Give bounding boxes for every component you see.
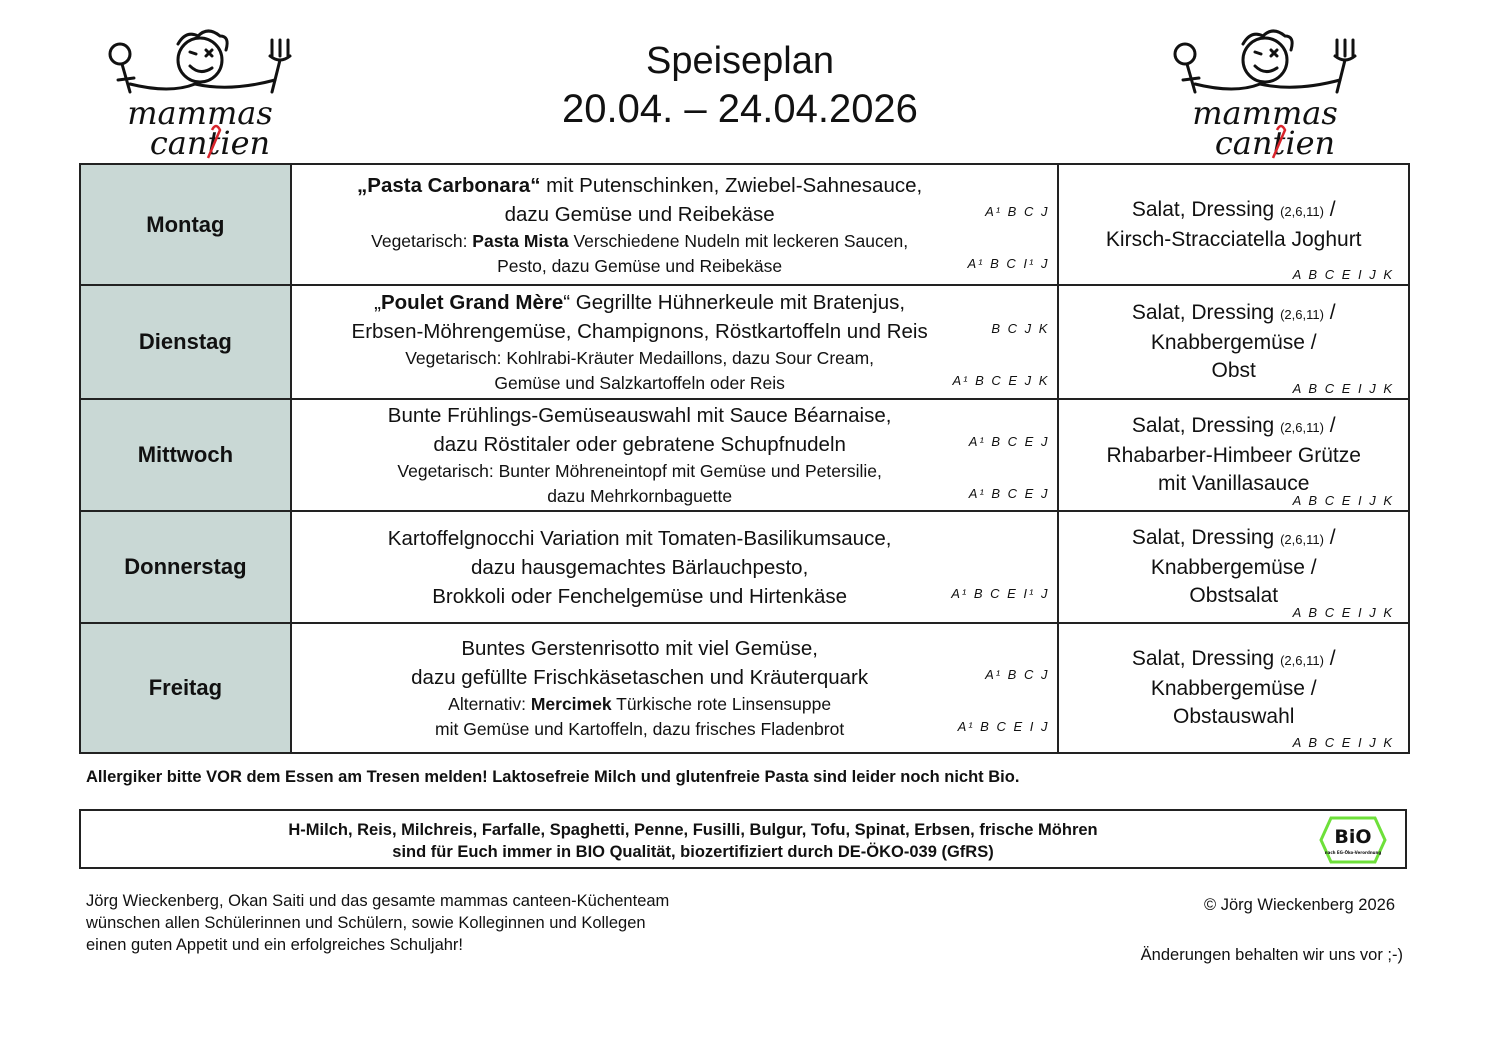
dish-line [292,459,1058,484]
allergen-codes: A B C E I J K [1292,267,1394,282]
dish-name: Mercimek [530,694,612,714]
allergen-codes: A¹ B C E J K [952,373,1050,388]
side-text: Obst [1211,359,1256,382]
allergen-codes: A¹ B C J [985,667,1050,682]
mammas-canteen-logo-icon [1165,22,1365,162]
side-text: Obstsalat [1189,584,1279,607]
bio-line-1: H-Milch, Reis, Milchreis, Farfalle, Spaghetti, Penne, Fusilli, Bulgur, Tofu, Spinat, Erbsen, frische Möhren [288,821,1098,839]
side-text: Salat, Dressing [1131,647,1275,670]
date-range: 20.04. – 24.04.2026 [562,87,918,131]
dish-line [292,692,1058,717]
side-line [1059,329,1408,357]
allergen-codes: A B C E I J K [1292,381,1394,396]
allergen-codes: A¹ B C I¹ J [967,255,1050,271]
side-text: Kirsch-Stracciatella Joghurt [1105,227,1362,251]
dish-line [292,401,1058,430]
side-text: mit Vanillasauce [1158,472,1310,495]
page-header [480,38,1000,134]
copyright: © Jörg Wieckenberg 2026 [1203,896,1395,914]
dish-text: Gemüse und Salzkartoffeln oder Reis [494,373,785,393]
menu-row-freitag [80,623,1409,753]
side-text: Salat, Dressing [1131,197,1275,221]
dish-line [292,229,1058,254]
page-title: Speiseplan [645,40,835,82]
menu-row-mittwoch [80,399,1409,511]
allergy-notice: Allergiker bitte VOR dem Essen am Tresen melden! Laktosefreie Milch und glutenfreie Pasta sind leider noch nicht Bio. [86,768,1020,786]
side-dish-cell [1058,285,1409,399]
logo-text-cantien: cantien [1214,124,1336,162]
dish-line [292,524,1058,553]
allergen-codes: A B C E I J K [1292,605,1394,620]
dish-name: Poulet Grand Mère [380,291,564,314]
main-dish-cell [291,511,1059,623]
side-line [1059,554,1408,582]
side-text: Salat, Dressing [1131,301,1275,324]
mammas-canteen-logo-right [1165,22,1365,162]
dish-line [292,288,1058,317]
day-label: Donnerstag [80,511,291,623]
dish-name: Pasta Mista [472,230,569,251]
mammas-canteen-logo-left [100,22,300,162]
bio-seal-text: BiO [1334,826,1372,848]
dressing-additive-codes: (2,6,11) [1280,532,1324,547]
dish-text: Türkische rote Linsensuppe [611,694,832,714]
dish-text: Buntes Gerstenrisotto mit viel Gemüse, [461,637,818,660]
footer-greeting [86,890,669,956]
logo-text-cantien: cantien [149,124,271,162]
dish-line [292,634,1058,663]
footer-line: wünschen allen Schülerinnen und Schülern, sowie Kolleginnen und Kollegen [86,914,646,932]
side-line [1059,703,1408,731]
side-line: Salat, Dressing (2,6,11) / [1131,414,1336,437]
menu-row-dienstag [80,285,1409,399]
bio-line-2: sind für Euch immer in BIO Qualität, biozertifiziert durch DE-ÖKO-039 (GfRS) [392,843,994,861]
menu-row-donnerstag [80,511,1409,623]
bio-info-box [79,809,1407,869]
allergen-codes: A¹ B C E I¹ J [951,585,1050,601]
allergen-codes: B C J K [991,321,1050,336]
changes-note: Änderungen behalten wir uns vor ;-) [1140,946,1403,964]
dish-text: Vegetarisch: Bunter Möhreneintopf mit Gemüse und Petersilie, [397,461,882,481]
side-text: Obstauswahl [1173,705,1295,728]
dish-text: dazu Röstitaler oder gebratene Schupfnudeln [433,433,846,456]
bio-seal-subtext: nach EG-Öko-Verordnung [1324,850,1382,855]
dish-text: dazu Mehrkornbaguette [547,486,733,506]
main-dish-cell [291,285,1059,399]
side-text: Knabbergemüse / [1150,556,1317,579]
side-line: Salat, Dressing (2,6,11) / [1131,301,1336,324]
allergen-codes: A¹ B C E J [968,486,1050,501]
dish-text: dazu gefüllte Frischkäsetaschen und Kräuterquark [411,666,869,689]
dressing-additive-codes: (2,6,11) [1280,203,1324,219]
dish-line [292,371,1058,396]
dish-text: Alternativ: [448,694,531,714]
dish-line [292,317,1058,346]
dish-line [292,346,1058,371]
side-text: Knabbergemüse / [1150,331,1317,354]
main-dish-cell [291,623,1059,753]
side-line [1059,442,1408,470]
day-label: Freitag [80,623,291,753]
side-line [1059,226,1408,254]
footer-line: Jörg Wieckenberg, Okan Saiti und das gesamte mammas canteen-Küchenteam [86,892,670,910]
dish-text: mit Gemüse und Kartoffeln, dazu frisches Fladenbrot [435,719,845,739]
dish-text: Kartoffelgnocchi Variation mit Tomaten-Basilikumsauce, [387,526,892,550]
side-text: Rhabarber-Himbeer Grütze [1106,444,1361,467]
dressing-additive-codes: (2,6,11) [1280,653,1324,668]
side-line [1059,675,1408,703]
dish-text: Erbsen-Möhrengemüse, Champignons, Röstkartoffeln und Reis [351,320,928,343]
dish-line [292,582,1058,611]
allergen-codes: A¹ B C J [985,203,1050,219]
side-dish-cell [1058,511,1409,623]
dish-text: „ [374,291,381,314]
dish-text: dazu hausgemachtes Bärlauchpesto, [470,555,809,579]
side-text: Knabbergemüse / [1150,677,1317,700]
allergen-codes: A B C E I J K [1292,493,1394,508]
dish-name: „Pasta Carbonara“ [357,173,541,197]
bio-seal-icon [1319,815,1387,865]
dish-text: dazu Gemüse und Reibekäse [504,202,775,226]
dish-line [292,717,1058,742]
dish-text: “ Gegrillte Hühnerkeule mit Bratenjus, [563,291,906,314]
menu-table [79,163,1410,754]
logo-text-mammas: mammas [1192,94,1338,132]
day-label: Mittwoch [80,399,291,511]
dish-text: Pesto, dazu Gemüse und Reibekäse [497,255,783,276]
dish-text: Brokkoli oder Fenchelgemüse und Hirtenkäse [432,584,848,608]
dish-text: Vegetarisch: [371,230,473,251]
side-dish-cell [1058,164,1409,285]
allergen-codes: A¹ B C E I J [957,719,1050,734]
main-dish-cell [291,399,1059,511]
mammas-canteen-logo-icon [100,22,300,162]
menu-row-montag [80,164,1409,285]
dish-line [292,171,1058,200]
allergen-codes: A¹ B C E J [968,434,1050,449]
side-line: Salat, Dressing (2,6,11) / [1131,526,1336,549]
dressing-additive-codes: (2,6,11) [1280,307,1324,322]
dish-text: Verschiedene Nudeln mit leckeren Saucen, [568,230,909,251]
dish-text: mit Putenschinken, Zwiebel-Sahnesauce, [540,173,923,197]
logo-text-mammas: mammas [127,94,273,132]
footer-line: einen guten Appetit und ein erfolgreiches Schuljahr! [86,936,464,954]
dish-text: Bunte Frühlings-Gemüseauswahl mit Sauce Béarnaise, [387,404,892,427]
dish-line [292,553,1058,582]
dish-line [292,430,1058,459]
side-dish-cell [1058,399,1409,511]
dressing-additive-codes: (2,6,11) [1280,420,1324,435]
dish-text: Vegetarisch: Kohlrabi-Kräuter Medaillons, dazu Sour Cream, [405,348,875,368]
side-text: Salat, Dressing [1131,526,1275,549]
main-dish-cell [291,164,1059,285]
day-label: Montag [80,164,291,285]
side-line: Salat, Dressing (2,6,11) / [1131,647,1336,670]
side-dish-cell [1058,623,1409,753]
day-label: Dienstag [80,285,291,399]
side-line: Salat, Dressing (2,6,11) / [1131,197,1336,221]
allergen-codes: A B C E I J K [1292,735,1394,750]
dish-line [292,663,1058,692]
side-text: Salat, Dressing [1131,414,1275,437]
dish-line [292,484,1058,509]
dish-line [292,200,1058,229]
dish-line [292,254,1058,279]
